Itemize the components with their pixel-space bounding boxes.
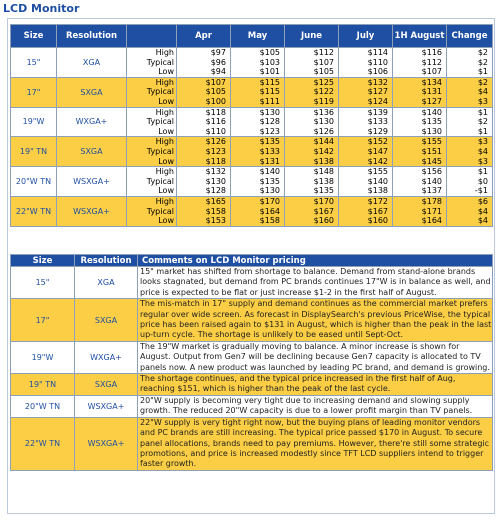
aug-price-cell-value: $140: [421, 107, 442, 117]
july-price-cell-value: $106: [367, 67, 388, 77]
resolution-cell: WXGA+: [57, 107, 127, 137]
price-level-cell-value: Low: [158, 186, 174, 196]
july-price-cell-value: $114: [367, 48, 388, 57]
june-price-cell-value: $135: [313, 186, 334, 196]
change-cell-value: $2: [477, 57, 488, 67]
price-level-cell-value: High: [155, 196, 174, 206]
price-level-cell-value: Typical: [146, 57, 174, 67]
size-cell: 22"W TN: [11, 417, 75, 470]
july-price-cell-value: $132: [367, 77, 388, 87]
pricing-row: [11, 77, 493, 107]
aug-price-cell: [393, 167, 447, 197]
july-price-cell-value: $124: [367, 96, 388, 106]
col-header-may: May: [231, 25, 285, 48]
change-cell-value: $0: [477, 176, 488, 186]
aug-price-cell-value: $135: [421, 117, 442, 127]
apr-price-cell-value: $165: [205, 196, 226, 206]
resolution-cell: SXGA: [57, 77, 127, 107]
apr-price-cell-value: $126: [205, 137, 226, 147]
pricing-row: [11, 137, 493, 167]
apr-price-cell-value: $116: [205, 117, 226, 127]
july-price-cell-value: $167: [367, 206, 388, 216]
size-cell: 20"W TN: [11, 167, 57, 197]
col-header-resolution: Resolution: [57, 25, 127, 48]
may-price-cell-value: $140: [259, 167, 280, 177]
june-price-cell-value: $125: [313, 77, 334, 87]
july-price-cell: [339, 167, 393, 197]
july-price-cell-value: $110: [367, 57, 388, 67]
june-price-cell-value: $144: [313, 137, 334, 147]
aug-price-cell-value: $171: [421, 206, 442, 216]
col-header-1h-august: 1H August: [393, 25, 447, 48]
june-price-cell-value: $148: [313, 167, 334, 177]
aug-price-cell-value: $156: [421, 167, 442, 177]
pricing-row: [11, 48, 493, 78]
col-header-apr: Apr: [177, 25, 231, 48]
change-cell-value: $1: [477, 67, 488, 77]
aug-price-cell-value: $151: [421, 146, 442, 156]
change-cell-value: $4: [477, 146, 488, 156]
price-level-cell-value: Low: [158, 67, 174, 77]
price-level-cell-value: Typical: [146, 206, 174, 216]
aug-price-cell-value: $164: [421, 216, 442, 226]
july-price-cell-value: $147: [367, 146, 388, 156]
apr-price-cell-value: $132: [205, 167, 226, 177]
june-price-cell-value: $126: [313, 126, 334, 136]
may-price-cell: [231, 107, 285, 137]
june-price-cell-value: $138: [313, 176, 334, 186]
size-cell: 20"W TN: [11, 395, 75, 417]
resolution-cell: WSXGA+: [57, 196, 127, 226]
aug-price-cell: [393, 107, 447, 137]
comment-text-cell: 22"W supply is very tight right now, but the buying plans of leading monitor vendors and PC brands are still increasing. The typical price passed $170 in August. To secure panel allocations, brands need to pay premiums. However, there're still some strategic promotions, and price is increased modestly since TFT LCD suppliers intend to trigger faster growth.: [138, 417, 493, 470]
size-cell: 19" TN: [11, 374, 75, 396]
resolution-cell: SXGA: [57, 137, 127, 167]
change-cell-value: $2: [477, 48, 488, 57]
may-price-cell-value: $105: [259, 48, 280, 57]
june-price-cell: [285, 77, 339, 107]
pricing-row: [11, 167, 493, 197]
resolution-cell: SXGA: [75, 299, 138, 342]
col-header-comments: Comments on LCD Monitor pricing: [138, 255, 493, 267]
july-price-cell-value: $129: [367, 126, 388, 136]
may-price-cell-value: $130: [259, 107, 280, 117]
july-price-cell-value: $140: [367, 176, 388, 186]
may-price-cell-value: $111: [259, 96, 280, 106]
may-price-cell: [231, 48, 285, 78]
aug-price-cell-value: $155: [421, 137, 442, 147]
price-level-cell-value: High: [155, 48, 174, 57]
size-cell: 15": [11, 48, 57, 78]
resolution-cell: WSXGA+: [75, 417, 138, 470]
resolution-cell: WXGA+: [75, 341, 138, 373]
june-price-cell: [285, 107, 339, 137]
change-cell: [447, 48, 493, 78]
change-cell: [447, 137, 493, 167]
col-header-change: Change: [447, 25, 493, 48]
may-price-cell-value: $115: [259, 77, 280, 87]
june-price-cell: [285, 196, 339, 226]
may-price-cell-value: $131: [259, 156, 280, 166]
apr-price-cell: [177, 77, 231, 107]
price-level-cell-value: Low: [158, 126, 174, 136]
june-price-cell: [285, 48, 339, 78]
pricing-table: [10, 24, 493, 227]
change-cell-value: $4: [477, 206, 488, 216]
july-price-cell: [339, 137, 393, 167]
july-price-cell-value: $127: [367, 87, 388, 97]
july-price-cell: [339, 77, 393, 107]
may-price-cell-value: $130: [259, 186, 280, 196]
price-level-cell: [127, 137, 177, 167]
aug-price-cell-value: $107: [421, 67, 442, 77]
comment-row: [11, 341, 493, 373]
size-cell: 19" TN: [11, 137, 57, 167]
comment-row: [11, 395, 493, 417]
size-cell: 19"W: [11, 107, 57, 137]
comment-text-cell: The 19"W market is gradually moving to balance. A minor increase is shown for August. Output from Gen7 will be declining because Gen7 capacity is allocated to TV panels now. A new product was launched by leading PC brand, and demand is growing.: [138, 341, 493, 373]
resolution-cell: SXGA: [75, 374, 138, 396]
col-header-july: July: [339, 25, 393, 48]
apr-price-cell: [177, 48, 231, 78]
june-price-cell-value: $119: [313, 96, 334, 106]
price-level-cell-value: Typical: [146, 117, 174, 127]
apr-price-cell-value: $158: [205, 206, 226, 216]
aug-price-cell: [393, 196, 447, 226]
june-price-cell-value: $122: [313, 87, 334, 97]
apr-price-cell-value: $100: [205, 96, 226, 106]
comment-text-cell: 15" market has shifted from shortage to balance. Demand from stand-alone brands looks stagnated, but demand from PC brands continues 17"W is in balance as well, and price is expected to be flat or just increase $1-2 in the first half of August.: [138, 267, 493, 299]
aug-price-cell-value: $116: [421, 48, 442, 57]
apr-price-cell-value: $130: [205, 176, 226, 186]
may-price-cell: [231, 196, 285, 226]
apr-price-cell-value: $94: [210, 67, 226, 77]
change-cell-value: $1: [477, 107, 488, 117]
may-price-cell-value: $135: [259, 137, 280, 147]
july-price-cell-value: $133: [367, 117, 388, 127]
change-cell-value: $1: [477, 167, 488, 177]
july-price-cell: [339, 107, 393, 137]
change-cell-value: $4: [477, 216, 488, 226]
apr-price-cell-value: $107: [205, 77, 226, 87]
june-price-cell-value: $107: [313, 57, 334, 67]
price-level-cell-value: Low: [158, 156, 174, 166]
price-level-cell: [127, 77, 177, 107]
apr-price-cell: [177, 107, 231, 137]
may-price-cell-value: $101: [259, 67, 280, 77]
size-cell: 17": [11, 77, 57, 107]
resolution-cell: WSXGA+: [57, 167, 127, 197]
comments-header-row: [11, 255, 493, 267]
june-price-cell: [285, 167, 339, 197]
aug-price-cell-value: $134: [421, 77, 442, 87]
comment-text-cell: The mis-match in 17" supply and demand continues as the commercial market prefers regular over wide screen. As forecast in DisplaySearch's previous PriceWise, the typical price has been raised again to $131 in August, which is higher than the peak in the last up-turn cycle. The shortage is unlikely to be eased until Sept-Oct.: [138, 299, 493, 342]
price-level-cell-value: High: [155, 77, 174, 87]
july-price-cell: [339, 48, 393, 78]
july-price-cell-value: $155: [367, 167, 388, 177]
june-price-cell-value: $105: [313, 67, 334, 77]
price-level-cell-value: High: [155, 137, 174, 147]
comment-text-cell: The shortage continues, and the typical price increased in the first half of Aug, reaching $151, which is higher than the peak of the last cycle.: [138, 374, 493, 396]
pricing-header-row: [11, 25, 493, 48]
may-price-cell-value: $128: [259, 117, 280, 127]
apr-price-cell-value: $128: [205, 186, 226, 196]
size-cell: 22"W TN: [11, 196, 57, 226]
price-level-cell: [127, 167, 177, 197]
change-cell-value: $3: [477, 156, 488, 166]
apr-price-cell-value: $110: [205, 126, 226, 136]
change-cell: [447, 167, 493, 197]
aug-price-cell-value: $130: [421, 126, 442, 136]
pricing-row: [11, 196, 493, 226]
june-price-cell-value: $138: [313, 156, 334, 166]
june-price-cell-value: $112: [313, 48, 334, 57]
change-cell-value: -$1: [474, 186, 488, 196]
june-price-cell-value: $142: [313, 146, 334, 156]
may-price-cell: [231, 167, 285, 197]
june-price-cell: [285, 137, 339, 167]
change-cell-value: $1: [477, 126, 488, 136]
may-price-cell-value: $133: [259, 146, 280, 156]
may-price-cell-value: $135: [259, 176, 280, 186]
change-cell-value: $3: [477, 96, 488, 106]
change-cell-value: $2: [477, 77, 488, 87]
aug-price-cell-value: $140: [421, 176, 442, 186]
may-price-cell-value: $164: [259, 206, 280, 216]
aug-price-cell-value: $145: [421, 156, 442, 166]
june-price-cell-value: $167: [313, 206, 334, 216]
june-price-cell-value: $130: [313, 117, 334, 127]
july-price-cell: [339, 196, 393, 226]
change-cell-value: $4: [477, 87, 488, 97]
change-cell-value: $6: [477, 196, 488, 206]
aug-price-cell-value: $131: [421, 87, 442, 97]
comment-row: [11, 267, 493, 299]
col-header-level: [127, 25, 177, 48]
price-level-cell-value: Typical: [146, 146, 174, 156]
pricing-row: [11, 107, 493, 137]
change-cell: [447, 77, 493, 107]
resolution-cell: WSXGA+: [75, 395, 138, 417]
col-header-size: Size: [11, 255, 75, 267]
apr-price-cell-value: $97: [210, 48, 226, 57]
july-price-cell-value: $152: [367, 137, 388, 147]
price-level-cell: [127, 48, 177, 78]
aug-price-cell: [393, 137, 447, 167]
page-title: LCD Monitor: [3, 2, 80, 15]
july-price-cell-value: $172: [367, 196, 388, 206]
may-price-cell-value: $158: [259, 216, 280, 226]
apr-price-cell-value: $123: [205, 146, 226, 156]
col-header-resolution: Resolution: [75, 255, 138, 267]
may-price-cell-value: $103: [259, 57, 280, 67]
june-price-cell-value: $160: [313, 216, 334, 226]
resolution-cell: XGA: [57, 48, 127, 78]
aug-price-cell: [393, 77, 447, 107]
apr-price-cell: [177, 167, 231, 197]
change-cell-value: $2: [477, 117, 488, 127]
size-cell: 19"W: [11, 341, 75, 373]
price-level-cell: [127, 196, 177, 226]
price-level-cell-value: Low: [158, 96, 174, 106]
may-price-cell-value: $115: [259, 87, 280, 97]
aug-price-cell: [393, 48, 447, 78]
june-price-cell-value: $170: [313, 196, 334, 206]
may-price-cell: [231, 77, 285, 107]
col-header-june: June: [285, 25, 339, 48]
price-level-cell-value: High: [155, 167, 174, 177]
aug-price-cell-value: $127: [421, 96, 442, 106]
resolution-cell: XGA: [75, 267, 138, 299]
apr-price-cell-value: $118: [205, 156, 226, 166]
july-price-cell-value: $142: [367, 156, 388, 166]
aug-price-cell-value: $112: [421, 57, 442, 67]
june-price-cell-value: $136: [313, 107, 334, 117]
price-level-cell: [127, 107, 177, 137]
comment-row: [11, 299, 493, 342]
apr-price-cell-value: $96: [210, 57, 226, 67]
change-cell-value: $3: [477, 137, 488, 147]
price-level-cell-value: Typical: [146, 176, 174, 186]
col-header-size: Size: [11, 25, 57, 48]
comment-text-cell: 20"W supply is becoming very tight due to increasing demand and slowing supply growth. The reduced 20"W capacity is due to a lower profit margin than TV panels.: [138, 395, 493, 417]
july-price-cell-value: $139: [367, 107, 388, 117]
price-level-cell-value: High: [155, 107, 174, 117]
apr-price-cell-value: $118: [205, 107, 226, 117]
comment-row: [11, 417, 493, 470]
change-cell: [447, 196, 493, 226]
comment-row: [11, 374, 493, 396]
price-level-cell-value: Typical: [146, 87, 174, 97]
apr-price-cell-value: $153: [205, 216, 226, 226]
may-price-cell: [231, 137, 285, 167]
apr-price-cell-value: $105: [205, 87, 226, 97]
aug-price-cell-value: $137: [421, 186, 442, 196]
july-price-cell-value: $138: [367, 186, 388, 196]
price-level-cell-value: Low: [158, 216, 174, 226]
apr-price-cell: [177, 196, 231, 226]
change-cell: [447, 107, 493, 137]
may-price-cell-value: $123: [259, 126, 280, 136]
july-price-cell-value: $160: [367, 216, 388, 226]
size-cell: 17": [11, 299, 75, 342]
size-cell: 15": [11, 267, 75, 299]
aug-price-cell-value: $178: [421, 196, 442, 206]
apr-price-cell: [177, 137, 231, 167]
comments-table: [10, 254, 493, 471]
may-price-cell-value: $170: [259, 196, 280, 206]
